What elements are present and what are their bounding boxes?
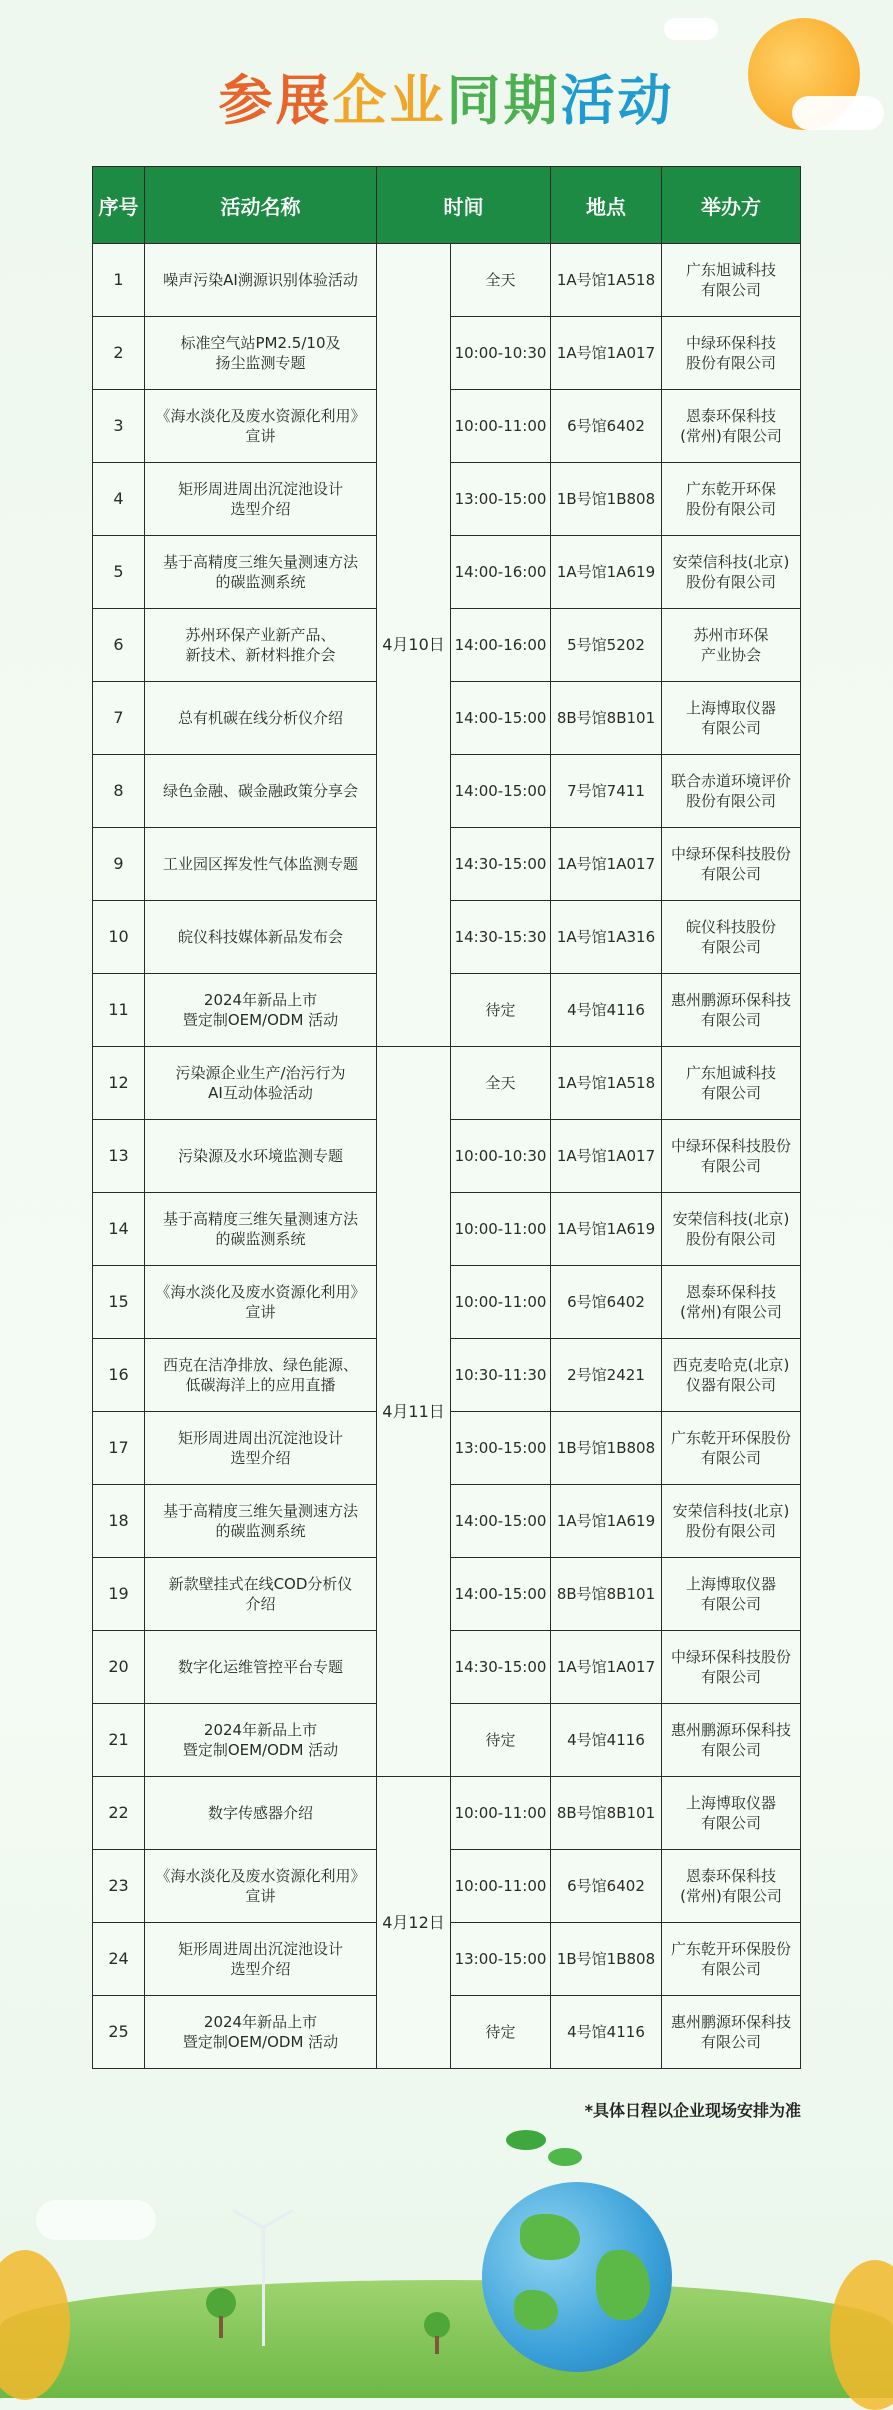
activity-organizer: 恩泰环保科技 (常州)有限公司 [662,1850,801,1923]
tree-trunk [435,2336,439,2354]
row-number: 25 [93,1996,145,2069]
cloud-illustration [36,2200,156,2240]
row-number: 12 [93,1047,145,1120]
activity-time: 10:00-11:00 [451,1266,551,1339]
row-number: 15 [93,1266,145,1339]
row-number: 22 [93,1777,145,1850]
row-number: 20 [93,1631,145,1704]
row-number: 5 [93,536,145,609]
activity-name: 皖仪科技媒体新品发布会 [145,901,377,974]
row-number: 6 [93,609,145,682]
activity-place: 4号馆4116 [551,1704,662,1777]
header-time: 时间 [377,167,551,244]
row-number: 4 [93,463,145,536]
activity-place: 1A号馆1A017 [551,828,662,901]
activity-place: 1A号馆1A518 [551,1047,662,1120]
activity-time: 10:00-10:30 [451,317,551,390]
activity-name: 2024年新品上市 暨定制OEM/ODM 活动 [145,974,377,1047]
activity-organizer: 惠州鹏源环保科技 有限公司 [662,1996,801,2069]
sprout-illustration [548,2148,582,2166]
activity-time: 10:00-11:00 [451,1850,551,1923]
activity-place: 8B号馆8B101 [551,1558,662,1631]
activity-organizer: 广东乾开环保股份 有限公司 [662,1923,801,1996]
activity-name: 矩形周进周出沉淀池设计 选型介绍 [145,1923,377,1996]
row-number: 7 [93,682,145,755]
activity-time: 14:30-15:00 [451,1631,551,1704]
activity-date: 4月12日 [377,1777,451,2069]
activity-organizer: 恩泰环保科技 (常州)有限公司 [662,1266,801,1339]
header-place: 地点 [551,167,662,244]
row-number: 10 [93,901,145,974]
activity-place: 1A号馆1A619 [551,1193,662,1266]
activity-time: 14:00-15:00 [451,755,551,828]
activity-place: 1B号馆1B808 [551,1923,662,1996]
activity-time: 10:00-11:00 [451,1777,551,1850]
activity-organizer: 中绿环保科技 股份有限公司 [662,317,801,390]
activity-time: 14:30-15:30 [451,901,551,974]
header-no: 序号 [93,167,145,244]
activity-organizer: 上海博取仪器 有限公司 [662,1558,801,1631]
title-part: 同期 [446,69,561,132]
row-number: 19 [93,1558,145,1631]
row-number: 18 [93,1485,145,1558]
row-number: 11 [93,974,145,1047]
activity-organizer: 广东乾开环保 股份有限公司 [662,463,801,536]
activity-place: 1A号馆1A017 [551,1631,662,1704]
activity-date: 4月10日 [377,244,451,1047]
activity-organizer: 广东乾开环保股份 有限公司 [662,1412,801,1485]
turbine-blade [262,2228,265,2262]
activity-date: 4月11日 [377,1047,451,1777]
activity-place: 6号馆6402 [551,1850,662,1923]
activity-name: 西克在洁净排放、绿色能源、 低碳海洋上的应用直播 [145,1339,377,1412]
activity-time: 14:00-15:00 [451,1558,551,1631]
activity-time: 14:30-15:00 [451,828,551,901]
activity-name: 矩形周进周出沉淀池设计 选型介绍 [145,1412,377,1485]
activity-place: 7号馆7411 [551,755,662,828]
activity-name: 数字化运维管控平台专题 [145,1631,377,1704]
activity-name: 2024年新品上市 暨定制OEM/ODM 活动 [145,1996,377,2069]
activity-organizer: 惠州鹏源环保科技 有限公司 [662,1704,801,1777]
globe-land [514,2290,558,2330]
activity-name: 工业园区挥发性气体监测专题 [145,828,377,901]
activity-place: 1A号馆1A017 [551,1120,662,1193]
row-number: 9 [93,828,145,901]
header-org: 举办方 [662,167,801,244]
row-number: 1 [93,244,145,317]
activity-organizer: 广东旭诚科技 有限公司 [662,244,801,317]
activity-name: 总有机碳在线分析仪介绍 [145,682,377,755]
activity-organizer: 西克麦哈克(北京) 仪器有限公司 [662,1339,801,1412]
row-number: 2 [93,317,145,390]
activity-organizer: 中绿环保科技股份 有限公司 [662,828,801,901]
activity-place: 1B号馆1B808 [551,1412,662,1485]
activity-name: 基于高精度三维矢量测速方法 的碳监测系统 [145,1193,377,1266]
activity-organizer: 广东旭诚科技 有限公司 [662,1047,801,1120]
activity-time: 14:00-16:00 [451,536,551,609]
schedule-table [92,166,801,2069]
cloud-illustration [664,18,718,40]
activity-place: 2号馆2421 [551,1339,662,1412]
activity-name: 苏州环保产业新产品、 新技术、新材料推介会 [145,609,377,682]
activity-place: 1B号馆1B808 [551,463,662,536]
activity-place: 8B号馆8B101 [551,682,662,755]
activity-time: 待定 [451,1704,551,1777]
activity-place: 1A号馆1A619 [551,536,662,609]
activity-name: 新款壁挂式在线COD分析仪 介绍 [145,1558,377,1631]
activity-time: 全天 [451,244,551,317]
activity-time: 全天 [451,1047,551,1120]
table-header-row [93,167,801,244]
title-part: 活动 [560,69,675,132]
row-number: 24 [93,1923,145,1996]
activity-place: 1A号馆1A619 [551,1485,662,1558]
table-row [93,1777,801,1850]
activity-place: 4号馆4116 [551,974,662,1047]
activity-organizer: 中绿环保科技股份 有限公司 [662,1120,801,1193]
tree-illustration [424,2312,450,2338]
row-number: 14 [93,1193,145,1266]
activity-name: 污染源及水环境监测专题 [145,1120,377,1193]
activity-time: 14:00-16:00 [451,609,551,682]
tree-trunk [219,2316,223,2338]
activity-place: 1A号馆1A017 [551,317,662,390]
activity-organizer: 安荣信科技(北京) 股份有限公司 [662,536,801,609]
activity-name: 数字传感器介绍 [145,1777,377,1850]
sprout-illustration [506,2130,546,2150]
activity-time: 10:30-11:30 [451,1339,551,1412]
activity-place: 5号馆5202 [551,609,662,682]
activity-place: 6号馆6402 [551,390,662,463]
table-row [93,1047,801,1120]
row-number: 17 [93,1412,145,1485]
turbine-blade [233,2209,264,2229]
activity-time: 14:00-15:00 [451,682,551,755]
table-row [93,244,801,317]
tree-illustration [206,2288,236,2318]
activity-organizer: 恩泰环保科技 (常州)有限公司 [662,390,801,463]
activity-organizer: 联合赤道环境评价 股份有限公司 [662,755,801,828]
activity-time: 13:00-15:00 [451,1923,551,1996]
activity-name: 绿色金融、碳金融政策分享会 [145,755,377,828]
footnote: *具体日程以企业现场安排为准 [584,2101,801,2120]
header-name: 活动名称 [145,167,377,244]
activity-place: 1A号馆1A316 [551,901,662,974]
activity-name: 《海水淡化及废水资源化利用》 宣讲 [145,390,377,463]
activity-time: 13:00-15:00 [451,1412,551,1485]
page-title [0,58,893,135]
activity-name: 矩形周进周出沉淀池设计 选型介绍 [145,463,377,536]
title-part: 企业 [332,69,447,132]
activity-name: 噪声污染AI溯源识别体验活动 [145,244,377,317]
row-number: 23 [93,1850,145,1923]
activity-place: 8B号馆8B101 [551,1777,662,1850]
title-part: 参展 [218,69,333,132]
activity-time: 10:00-10:30 [451,1120,551,1193]
activity-time: 10:00-11:00 [451,1193,551,1266]
grass-hill-illustration [0,2280,893,2398]
turbine-blade [262,2209,293,2229]
activity-organizer: 中绿环保科技股份 有限公司 [662,1631,801,1704]
row-number: 16 [93,1339,145,1412]
activity-place: 6号馆6402 [551,1266,662,1339]
schedule-body [93,244,801,2069]
activity-time: 待定 [451,1996,551,2069]
activity-name: 《海水淡化及废水资源化利用》 宣讲 [145,1850,377,1923]
activity-time: 13:00-15:00 [451,463,551,536]
activity-time: 待定 [451,974,551,1047]
activity-name: 污染源企业生产/治污行为 AI互动体验活动 [145,1047,377,1120]
activity-place: 1A号馆1A518 [551,244,662,317]
activity-place: 4号馆4116 [551,1996,662,2069]
activity-organizer: 上海博取仪器 有限公司 [662,1777,801,1850]
activity-time: 10:00-11:00 [451,390,551,463]
activity-name: 基于高精度三维矢量测速方法 的碳监测系统 [145,536,377,609]
row-number: 21 [93,1704,145,1777]
activity-name: 基于高精度三维矢量测速方法 的碳监测系统 [145,1485,377,1558]
activity-organizer: 上海博取仪器 有限公司 [662,682,801,755]
activity-time: 14:00-15:00 [451,1485,551,1558]
row-number: 8 [93,755,145,828]
activity-organizer: 苏州市环保 产业协会 [662,609,801,682]
activity-organizer: 皖仪科技股份 有限公司 [662,901,801,974]
activity-organizer: 安荣信科技(北京) 股份有限公司 [662,1193,801,1266]
activity-name: 《海水淡化及废水资源化利用》 宣讲 [145,1266,377,1339]
activity-name: 标准空气站PM2.5/10及 扬尘监测专题 [145,317,377,390]
globe-land [520,2214,580,2260]
row-number: 3 [93,390,145,463]
activity-organizer: 惠州鹏源环保科技 有限公司 [662,974,801,1047]
row-number: 13 [93,1120,145,1193]
activity-name: 2024年新品上市 暨定制OEM/ODM 活动 [145,1704,377,1777]
activity-organizer: 安荣信科技(北京) 股份有限公司 [662,1485,801,1558]
